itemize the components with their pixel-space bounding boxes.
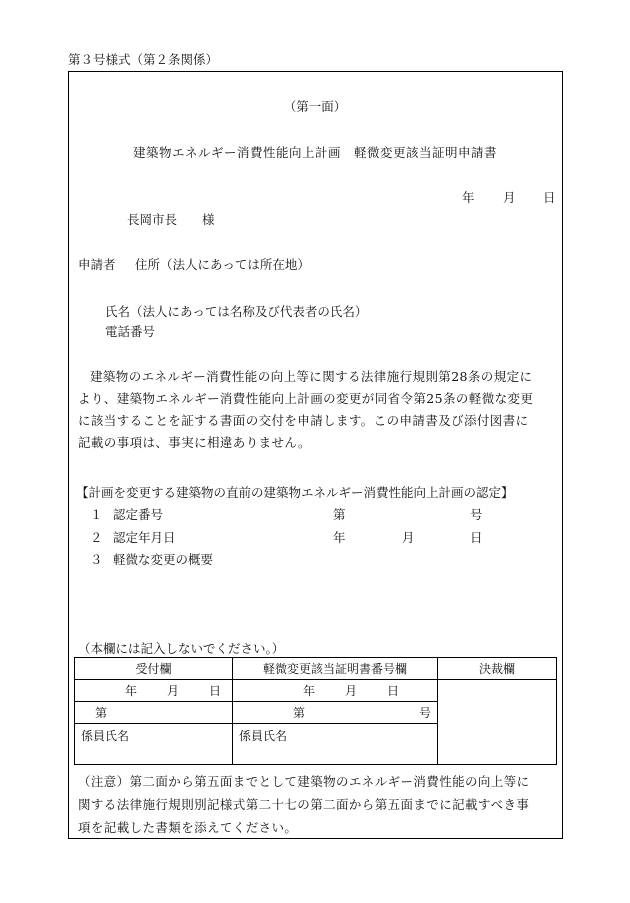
date-month: 月: [503, 190, 516, 205]
footnote-line: 項を記載した書類を添えてください。: [78, 820, 298, 835]
applicant-phone: 電話番号: [105, 324, 156, 339]
reception-dai: 第: [95, 706, 108, 720]
form-number: 第３号様式（第２条関係）: [68, 52, 219, 67]
reception-date: [75, 680, 233, 702]
cert-staff: [233, 724, 438, 765]
reception-year: 年: [125, 684, 138, 698]
reception-month: 月: [167, 684, 180, 698]
section-heading: 【計画を変更する建築物の直前の建築物エネルギー消費性能向上計画の認定】: [76, 485, 514, 500]
cert-date: [233, 680, 438, 702]
header-reception: 受付欄: [75, 658, 233, 680]
cert-number: [233, 702, 438, 724]
cert-year: 年: [303, 684, 316, 698]
footnote-line: （注意）第二面から第五面までとして建築物のエネルギー消費性能の向上等に: [78, 774, 530, 789]
cert-number-dai: 第: [333, 507, 346, 522]
footnote: [78, 770, 558, 839]
receipt-table: [74, 657, 557, 765]
body-line: に該当することを証する書面の交付を申請します。この申請書及び添付図書に: [78, 413, 529, 428]
item-label-change-summary: 軽微な変更の概要: [113, 552, 214, 567]
date-day: 日: [543, 190, 556, 205]
applicant-name: 氏名（法人にあっては名称及び代表者の氏名）: [105, 304, 368, 319]
cert-date-day: 日: [470, 530, 483, 545]
cert-dai: 第: [293, 706, 306, 720]
cert-date-year: 年: [333, 530, 346, 545]
date-year: 年: [462, 190, 475, 205]
item-label-cert-date: 認定年月日: [113, 530, 176, 545]
item-number: ２: [90, 530, 103, 545]
reception-day: 日: [209, 684, 222, 698]
cert-staff-label: 係員氏名: [239, 729, 288, 743]
body-line: より、建築物エネルギー消費性能向上計画の変更が同省令第25条の軽微な変更: [78, 391, 534, 406]
page-label: （第一面）: [283, 99, 347, 114]
reception-staff-label: 係員氏名: [81, 729, 130, 743]
item-label-cert-number: 認定番号: [113, 507, 164, 522]
cert-day: 日: [387, 684, 400, 698]
cert-go: 号: [418, 706, 431, 720]
cert-date-month: 月: [402, 530, 415, 545]
body-line: 建築物のエネルギー消費性能の向上等に関する法律施行規則第28条の規定に: [90, 369, 533, 384]
header-cert-number: 軽微変更該当証明書番号欄: [233, 658, 438, 680]
body-text: [78, 366, 558, 454]
document-title: 建築物エネルギー消費性能向上計画 軽微変更該当証明申請書: [132, 145, 497, 160]
reception-number: [75, 702, 233, 724]
body-line: 記載の事項は、事実に相違ありません。: [78, 435, 311, 450]
reception-staff: [75, 724, 233, 765]
item-number: ３: [90, 552, 103, 567]
header-approval: 決裁欄: [438, 658, 557, 680]
footnote-line: 関する法律施行規則別記様式第二十七の第二面から第五面までに記載すべき事: [78, 797, 530, 812]
approval-cell: [438, 680, 557, 765]
applicant-label: 申請者: [78, 257, 116, 272]
applicant-address: 住所（法人にあっては所在地）: [135, 257, 310, 272]
item-number: １: [90, 507, 103, 522]
cert-month: 月: [345, 684, 358, 698]
cert-number-go: 号: [470, 507, 483, 522]
addressee: 長岡市長 様: [127, 212, 215, 227]
receipt-note: （本欄には記入しないでください。）: [78, 641, 285, 656]
